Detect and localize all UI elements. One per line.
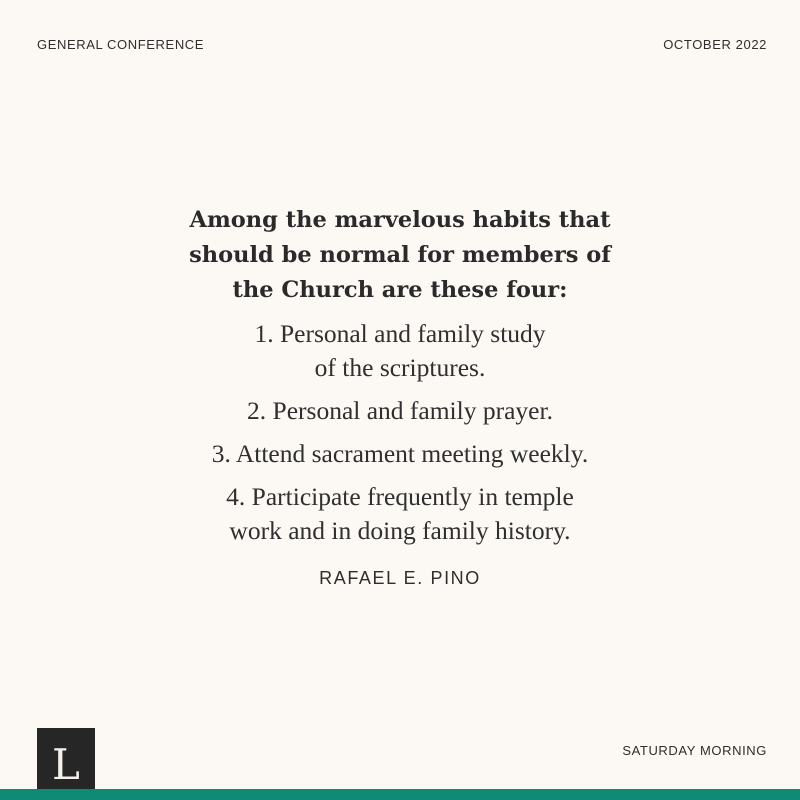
event-label: GENERAL CONFERENCE [37,37,205,52]
quote-block [100,203,700,589]
habit-item-line: 1. Personal and family study [254,319,546,348]
quote-author: RAFAEL E. PINO [319,568,481,588]
habit-item-line: work and in doing family history. [229,516,571,545]
quote-intro [100,203,700,308]
accent-bar [0,789,800,800]
quote-intro-line: should be normal for members of [189,242,611,268]
habit-item-1 [100,317,700,385]
logo-letter: L [52,740,80,789]
session-label: SATURDAY MORNING [622,743,767,758]
habit-item-4 [100,480,700,548]
habit-item-line: 4. Participate frequently in temple [226,482,574,511]
quote-intro-line: the Church are these four: [232,277,568,303]
habit-item-line: 3. Attend sacrament meeting weekly. [211,439,589,468]
habit-item-3 [100,437,700,471]
date-label: OCTOBER 2022 [663,37,767,52]
habit-item-line: of the scriptures. [314,353,486,382]
quote-intro-line: Among the marvelous habits that [189,207,611,233]
habit-item-2 [100,394,700,428]
habit-item-line: 2. Personal and family prayer. [247,396,553,425]
